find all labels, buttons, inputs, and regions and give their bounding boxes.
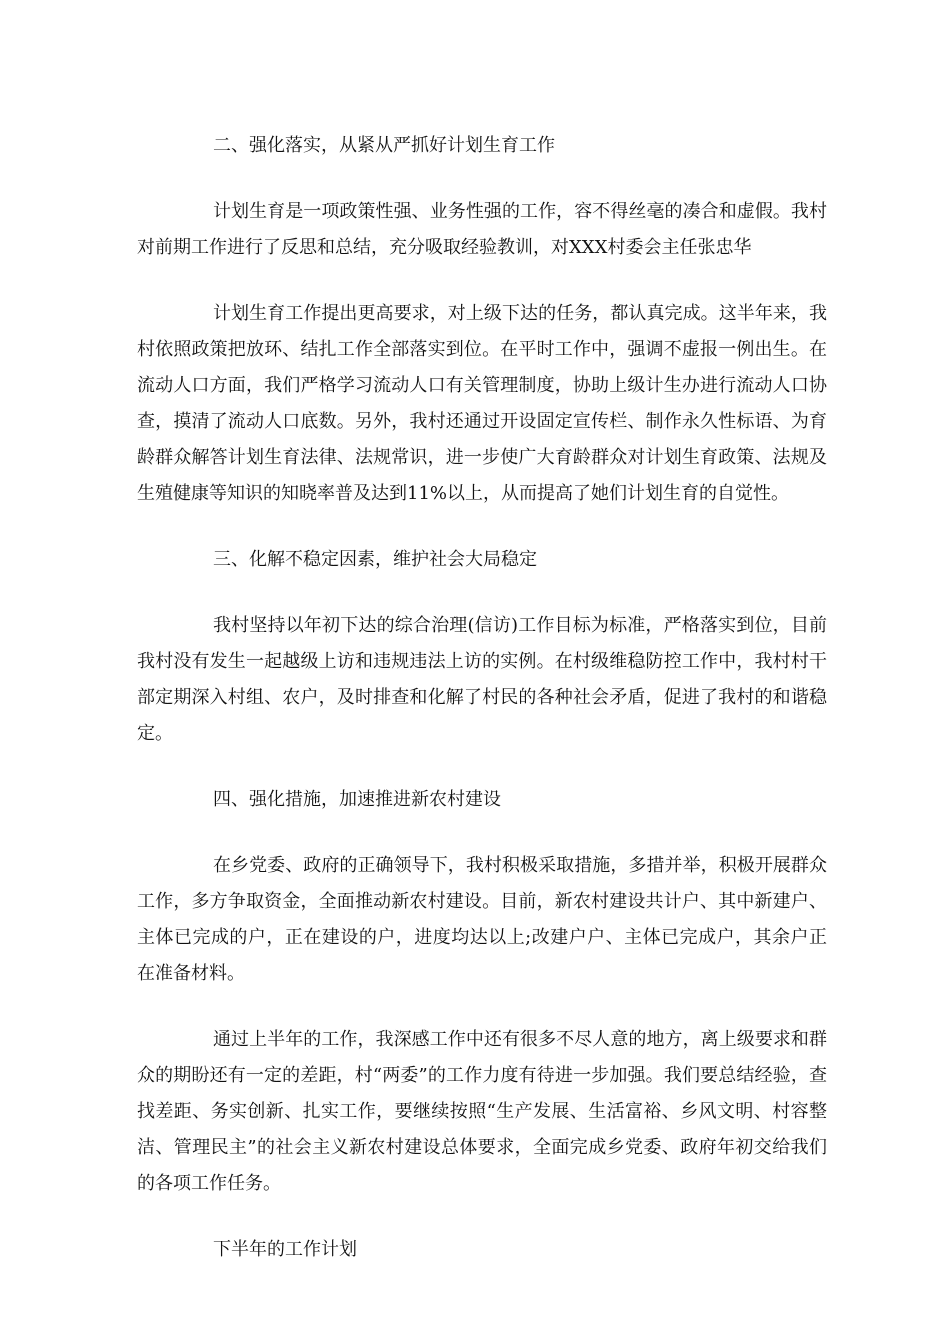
paragraph-summary: 通过上半年的工作，我深感工作中还有很多不尽人意的地方，离上级要求和群众的期盼还有一定的差距，村“两委”的工作力度有待进一步加强。我们要总结经验，查找差距、务实创新、扎实工作，要继续按照“生产发展、生活富裕、乡风文明、村容整洁、管理民主”的社会主义新农村建设总体要求，全面完成乡党委、政府年初交给我们的各项工作任务。	[137, 1029, 827, 1194]
paragraph-family-planning-intro: 计划生育是一项政策性强、业务性强的工作，容不得丝毫的凑合和虚假。我村对前期工作进行了反思和总结，充分吸取经验教训，对XXX村委会主任张忠华	[137, 201, 827, 258]
paragraph-new-countryside: 在乡党委、政府的正确领导下，我村积极采取措施，多措并举，积极开展群众工作，多方争取资金，全面推动新农村建设。目前，新农村建设共计户、其中新建户、主体已完成的户，正在建设的户，进度均达以上;改建户户、主体已完成户，其余户正在准备材料。	[137, 855, 827, 984]
document-body	[137, 128, 827, 1268]
section-heading-family-planning: 二、强化落实，从紧从严抓好计划生育工作	[213, 135, 555, 156]
paragraph-stability: 我村坚持以年初下达的综合治理(信访)工作目标为标准，严格落实到位，目前我村没有发生一起越级上访和违规违法上访的实例。在村级维稳防控工作中，我村村干部定期深入村组、农户，及时排查和化解了村民的各种社会矛盾，促进了我村的和谐稳定。	[137, 615, 827, 744]
paragraph-family-planning-detail: 计划生育工作提出更高要求，对上级下达的任务，都认真完成。这半年来，我村依照政策把放环、结扎工作全部落实到位。在平时工作中，强调不虚报一例出生。在流动人口方面，我们严格学习流动人口有关管理制度，协助上级计生办进行流动人口协查，摸清了流动人口底数。另外，我村还通过开设固定宣传栏、制作永久性标语、为育龄群众解答计划生育法律、法规常识，进一步使广大育龄群众对计划生育政策、法规及生殖健康等知识的知晓率普及达到11%以上，从而提高了她们计划生育的自觉性。	[137, 303, 827, 504]
section-heading-next-half-plan: 下半年的工作计划	[213, 1239, 357, 1260]
section-heading-new-countryside: 四、强化措施，加速推进新农村建设	[213, 789, 501, 810]
section-heading-stability: 三、化解不稳定因素，维护社会大局稳定	[213, 549, 537, 570]
